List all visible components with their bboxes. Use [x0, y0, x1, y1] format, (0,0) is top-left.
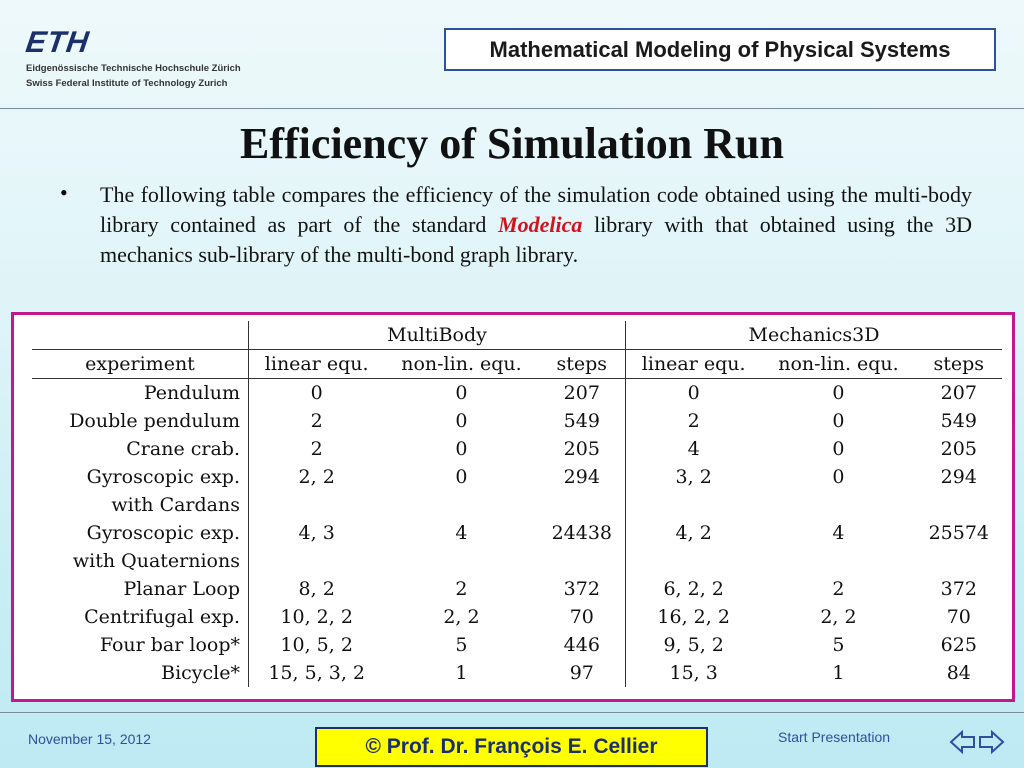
value-cell — [916, 547, 1002, 575]
value-cell: 15, 5, 3, 2 — [249, 659, 385, 687]
value-cell: 0 — [455, 466, 468, 488]
value-cell: 24438 — [551, 522, 613, 544]
value-cell: 207 — [940, 382, 977, 404]
value-cell: 0 — [832, 438, 845, 460]
value-cell: 70 — [569, 606, 594, 628]
value-cell: 372 — [940, 578, 977, 600]
table-row — [32, 575, 1002, 603]
column-header: steps — [539, 350, 626, 379]
eth-logo-line-german: Eidgenössische Technische Hochschule Zürich — [26, 63, 241, 74]
group-header-multibody: MultiBody — [249, 321, 626, 350]
bullet-emphasis-modelica: Modelica — [498, 212, 583, 237]
column-header: non-lin. equ. — [761, 350, 915, 379]
value-cell — [539, 491, 626, 519]
value-cell: 0 — [455, 410, 468, 432]
value-cell: 0 — [832, 466, 845, 488]
eth-logo-word: ETH — [23, 26, 92, 59]
value-cell: 2 — [455, 578, 468, 600]
value-cell — [384, 491, 538, 519]
value-cell: 2 — [249, 435, 385, 463]
bullet-text-part1: The following table compares the efficiency of the simulation code obtained using the multi-body library contained as part of the standard — [100, 182, 972, 237]
value-cell: 16, 2, 2 — [626, 603, 762, 631]
value-cell: 372 — [563, 578, 600, 600]
value-cell: 9, 5, 2 — [626, 631, 762, 659]
value-cell — [249, 547, 385, 575]
value-cell: 5 — [832, 634, 845, 656]
eth-logo — [23, 26, 266, 96]
column-header: experiment — [32, 350, 249, 379]
value-cell: 4, 2 — [626, 519, 762, 547]
bullet-text-part2: library with that obtained using the 3D mechanics sub-library of the multi-bond graph library. — [100, 212, 972, 267]
value-cell: 2, 2 — [249, 463, 385, 491]
experiment-cell: with Quaternions — [72, 550, 240, 572]
experiment-cell: with Cardans — [111, 494, 240, 516]
table-row — [32, 603, 1002, 631]
table-row — [32, 659, 1002, 687]
navigation-arrows — [949, 727, 1005, 757]
value-cell: 0 — [455, 438, 468, 460]
value-cell — [384, 547, 538, 575]
column-header: non-lin. equ. — [384, 350, 538, 379]
value-cell — [916, 491, 1002, 519]
bullet-text — [100, 180, 972, 270]
value-cell: 294 — [563, 466, 600, 488]
value-cell: 205 — [563, 438, 600, 460]
value-cell: 0 — [626, 379, 762, 408]
column-header: steps — [916, 350, 1002, 379]
value-cell: 15, 3 — [626, 659, 762, 687]
experiment-cell: Centrifugal exp. — [84, 606, 240, 628]
experiment-cell: Double pendulum — [69, 410, 240, 432]
value-cell: 0 — [832, 410, 845, 432]
value-cell: 10, 2, 2 — [249, 603, 385, 631]
header-divider — [0, 108, 1024, 109]
value-cell: 207 — [563, 382, 600, 404]
experiment-cell: Bicycle* — [161, 662, 240, 684]
value-cell: 446 — [563, 634, 600, 656]
table-row — [32, 463, 1002, 491]
value-cell: 2 — [832, 578, 845, 600]
table-row — [32, 435, 1002, 463]
value-cell: 0 — [455, 382, 468, 404]
value-cell: 549 — [940, 410, 977, 432]
value-cell — [249, 491, 385, 519]
experiment-cell: Pendulum — [143, 382, 240, 404]
footer-divider — [0, 712, 1024, 713]
slide-title: Efficiency of Simulation Run — [240, 119, 784, 168]
start-presentation-link[interactable]: Start Presentation — [778, 729, 891, 745]
value-cell: 2, 2 — [820, 606, 857, 628]
forward-arrow-icon[interactable] — [978, 727, 1005, 757]
value-cell: 4, 3 — [249, 519, 385, 547]
experiment-cell: Gyroscopic exp. — [86, 522, 240, 544]
value-cell: 2 — [249, 407, 385, 435]
value-cell — [626, 547, 762, 575]
value-cell: 4 — [832, 522, 845, 544]
footer-date: November 15, 2012 — [28, 731, 151, 747]
value-cell: 1 — [832, 662, 845, 684]
value-cell: 4 — [626, 435, 762, 463]
eth-logo-line-english: Swiss Federal Institute of Technology Zurich — [26, 78, 228, 89]
value-cell: 6, 2, 2 — [626, 575, 762, 603]
course-title-box: Mathematical Modeling of Physical Systems — [444, 28, 996, 71]
table-row — [32, 379, 1002, 408]
value-cell: 205 — [940, 438, 977, 460]
column-header-row — [32, 350, 1002, 379]
value-cell: 84 — [946, 662, 971, 684]
value-cell: 4 — [455, 522, 468, 544]
table-row — [32, 407, 1002, 435]
experiment-cell: Planar Loop — [123, 578, 240, 600]
value-cell — [539, 547, 626, 575]
value-cell: 549 — [563, 410, 600, 432]
table-body — [32, 379, 1002, 688]
comparison-table-frame — [11, 312, 1015, 702]
back-arrow-icon[interactable] — [949, 727, 976, 757]
table-row — [32, 519, 1002, 547]
value-cell: 1 — [455, 662, 468, 684]
value-cell: 70 — [946, 606, 971, 628]
table-row — [32, 631, 1002, 659]
table-row — [32, 491, 1002, 519]
value-cell: 0 — [249, 379, 385, 408]
value-cell: 10, 5, 2 — [249, 631, 385, 659]
experiment-cell: Gyroscopic exp. — [86, 466, 240, 488]
value-cell: 294 — [940, 466, 977, 488]
value-cell: 625 — [940, 634, 977, 656]
value-cell: 25574 — [928, 522, 990, 544]
comparison-table — [32, 321, 1002, 687]
value-cell: 2, 2 — [443, 606, 480, 628]
value-cell: 2 — [626, 407, 762, 435]
value-cell — [761, 547, 915, 575]
experiment-cell: Four bar loop* — [99, 634, 240, 656]
experiment-cell: Crane crab. — [126, 438, 240, 460]
value-cell: 3, 2 — [626, 463, 762, 491]
bullet-point — [60, 180, 972, 270]
value-cell: 8, 2 — [249, 575, 385, 603]
value-cell — [626, 491, 762, 519]
value-cell: 0 — [832, 382, 845, 404]
value-cell: 97 — [569, 662, 594, 684]
column-header: linear equ. — [249, 350, 385, 379]
column-header: linear equ. — [626, 350, 762, 379]
group-header-mechanics3d: Mechanics3D — [626, 321, 1003, 350]
group-header-blank — [32, 321, 249, 350]
table-row — [32, 547, 1002, 575]
value-cell: 5 — [455, 634, 468, 656]
copyright-box: © Prof. Dr. François E. Cellier — [315, 727, 708, 767]
value-cell — [761, 491, 915, 519]
bullet-marker: • — [60, 180, 68, 205]
